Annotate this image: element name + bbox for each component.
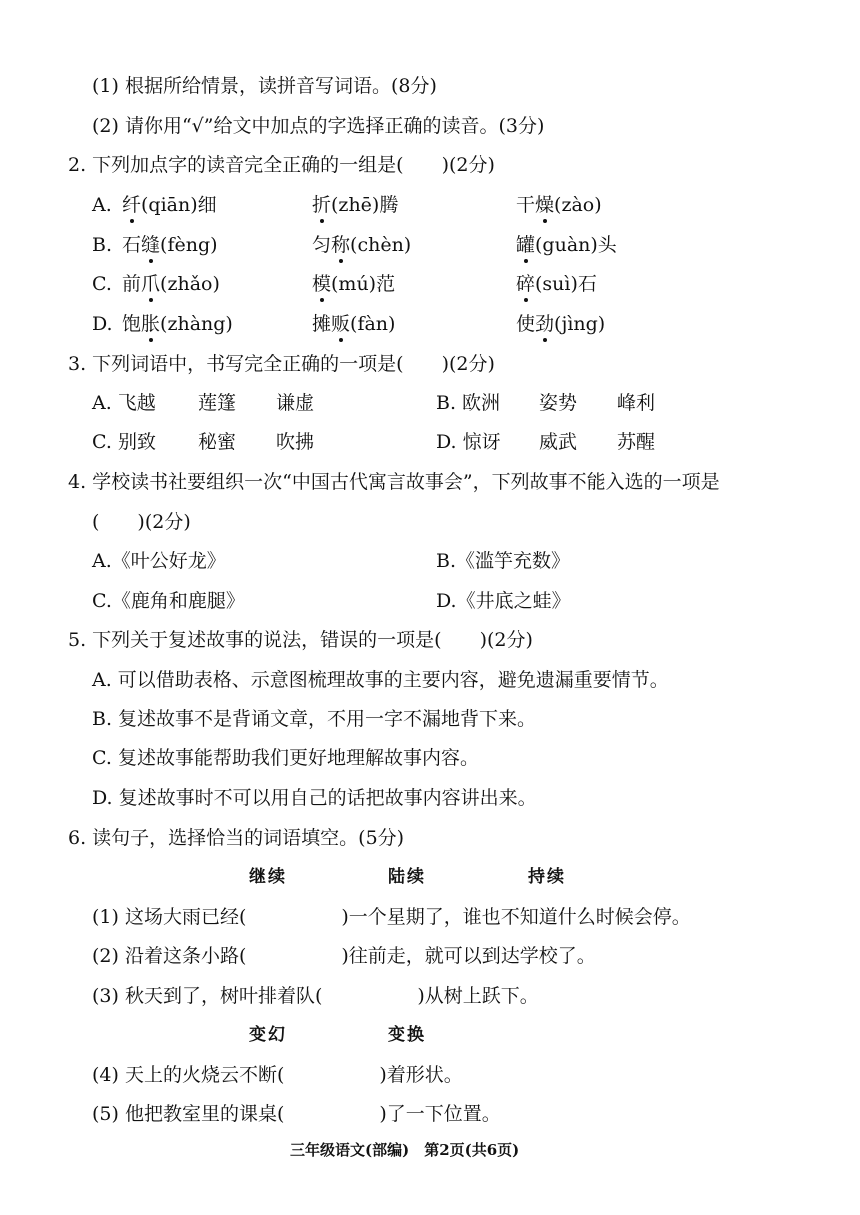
q4-option-d: D.《井底之蛙》 [436, 590, 571, 612]
q6-sentence-4: (4) 天上的火烧云不断( )着形状。 [92, 1064, 463, 1086]
q3-option-b-3: 峰利 [617, 392, 656, 414]
q3-option-d-3: 苏醒 [617, 431, 656, 453]
q2-option-b-word1: 石缝(fèng) [122, 234, 218, 256]
page-footer: 三年级语文(部编) 第2页(共6页) [290, 1141, 520, 1159]
q3-option-b-2: 姿势 [539, 392, 578, 414]
q6-word-bianhuan-2: 变换 [388, 1025, 426, 1045]
q3-option-a-3: 谦虚 [276, 392, 315, 414]
q6-sentence-2: (2) 沿着这条小路( )往前走，就可以到达学校了。 [92, 945, 596, 967]
q2-option-c-word1: 前爪(zhǎo) [122, 273, 220, 295]
q3-option-b-1: B. 欧洲 [436, 392, 501, 414]
q2-option-d-word1: 饱胀(zhàng) [122, 313, 233, 335]
q2-option-a-word1: 纤(qiān)细 [122, 194, 217, 216]
q4-option-a: A.《叶公好龙》 [92, 550, 226, 572]
q4-stem-cont: ( )(2分) [92, 511, 191, 533]
q2-option-d-word3: 使劲(jìng) [516, 313, 606, 335]
q3-option-c-2: 秘蜜 [198, 431, 237, 453]
q3-option-d-1: D. 惊讶 [436, 431, 501, 453]
q6-word-chixu: 持续 [528, 867, 566, 887]
q2-option-d-label: D. [92, 313, 113, 335]
q5-option-c: C. 复述故事能帮助我们更好地理解故事内容。 [92, 747, 479, 769]
q4-stem: 4. 学校读书社要组织一次“中国古代寓言故事会”，下列故事不能入选的一项是 [68, 471, 720, 493]
q3-option-a-1: A. 飞越 [92, 392, 156, 414]
q2-option-c-label: C. [92, 273, 112, 295]
q3-option-a-2: 莲篷 [198, 392, 237, 414]
q3-stem: 3. 下列词语中，书写完全正确的一项是( )(2分) [68, 353, 495, 375]
q2-option-a-word2: 折(zhē)腾 [312, 194, 399, 216]
q6-sentence-5: (5) 他把教室里的课桌( )了一下位置。 [92, 1103, 501, 1125]
q3-option-c-3: 吹拂 [276, 431, 315, 453]
q6-stem: 6. 读句子，选择恰当的词语填空。(5分) [68, 827, 405, 849]
q2-option-b-label: B. [92, 234, 113, 256]
q5-option-a: A. 可以借助表格、示意图梳理故事的主要内容，避免遗漏重要情节。 [92, 669, 669, 691]
q6-word-luxu: 陆续 [388, 867, 426, 887]
q4-option-b: B.《滥竽充数》 [436, 550, 571, 572]
q5-stem: 5. 下列关于复述故事的说法，错误的一项是( )(2分) [68, 629, 533, 651]
q6-sentence-1: (1) 这场大雨已经( )一个星期了，谁也不知道什么时候会停。 [92, 906, 691, 928]
q2-option-c-word2: 模(mú)范 [312, 273, 396, 295]
q2-option-c-word3: 碎(suì)石 [516, 273, 597, 295]
q2-option-a-word3: 干燥(zào) [516, 194, 602, 216]
q6-word-bianhuan-1: 变幻 [249, 1025, 287, 1045]
q2-option-b-word3: 罐(guàn)头 [516, 234, 617, 256]
q4-option-c: C.《鹿角和鹿腿》 [92, 590, 245, 612]
q3-option-c-1: C. 别致 [92, 431, 156, 453]
q1-sub2: (2) 请你用“√”给文中加点的字选择正确的读音。(3分) [92, 115, 545, 137]
q3-option-d-2: 威武 [539, 431, 578, 453]
q2-option-a-label: A. [92, 194, 112, 216]
q6-word-jixu: 继续 [249, 867, 287, 887]
q2-option-d-word2: 摊贩(fàn) [312, 313, 396, 335]
q1-sub1: (1) 根据所给情景，读拼音写词语。(8分) [92, 75, 437, 97]
q6-sentence-3: (3) 秋天到了，树叶排着队( )从树上跃下。 [92, 985, 539, 1007]
q5-option-b: B. 复述故事不是背诵文章，不用一字不漏地背下来。 [92, 708, 537, 730]
q5-option-d: D. 复述故事时不可以用自己的话把故事内容讲出来。 [92, 787, 537, 809]
q2-option-b-word2: 匀称(chèn) [312, 234, 412, 256]
q2-stem: 2. 下列加点字的读音完全正确的一组是( )(2分) [68, 154, 495, 176]
